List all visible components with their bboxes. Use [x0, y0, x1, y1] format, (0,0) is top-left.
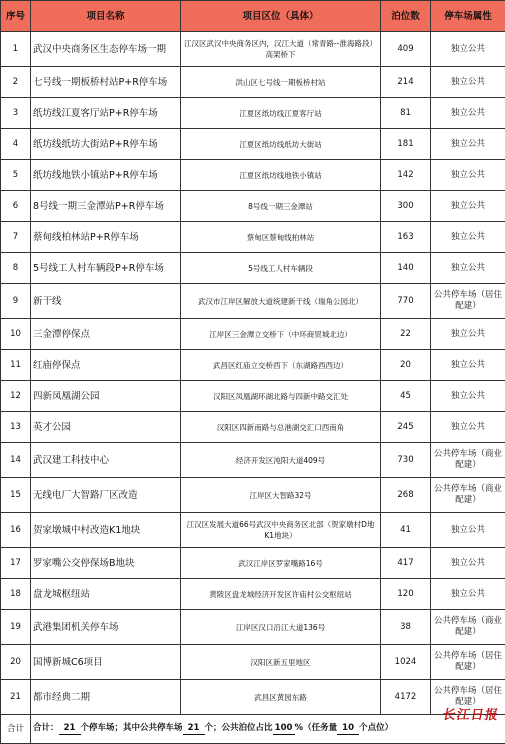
row-no: 15	[1, 478, 31, 513]
summary-row	[1, 715, 505, 744]
row-attr: 公共停车场（商业配建）	[431, 443, 505, 478]
table-row	[1, 98, 505, 129]
row-location: 黄陂区盘龙城经济开发区许庙村公交枢纽站	[181, 579, 381, 610]
summary-mid1: 个停车场；其中公共停车场	[81, 723, 183, 733]
row-no: 9	[1, 284, 31, 319]
table-row	[1, 412, 505, 443]
row-name: 新干线	[31, 284, 181, 319]
table-row	[1, 381, 505, 412]
table-row	[1, 253, 505, 284]
row-attr: 独立公共	[431, 579, 505, 610]
row-attr: 独立公共	[431, 98, 505, 129]
row-attr: 独立公共	[431, 160, 505, 191]
table-row	[1, 284, 505, 319]
table-row	[1, 319, 505, 350]
row-location: 经济开发区沌阳大道409号	[181, 443, 381, 478]
row-count: 142	[381, 160, 431, 191]
row-name: 纸坊线江夏客厅站P+R停车场	[31, 98, 181, 129]
table-row	[1, 610, 505, 645]
row-name: 8号线一期三金潭站P+R停车场	[31, 191, 181, 222]
table-row	[1, 443, 505, 478]
row-count: 1024	[381, 645, 431, 680]
row-attr: 独立公共	[431, 67, 505, 98]
row-attr: 独立公共	[431, 222, 505, 253]
table-row	[1, 160, 505, 191]
row-count: 22	[381, 319, 431, 350]
table-row	[1, 680, 505, 715]
row-location: 江岸区汉口沿江大道136号	[181, 610, 381, 645]
row-name: 都市经典二期	[31, 680, 181, 715]
row-attr: 独立公共	[431, 513, 505, 548]
row-no: 1	[1, 32, 31, 67]
row-no: 2	[1, 67, 31, 98]
table-row	[1, 222, 505, 253]
row-no: 7	[1, 222, 31, 253]
row-name: 武港集团机关停车场	[31, 610, 181, 645]
summary-total-lots: 21	[59, 723, 81, 735]
row-name: 国博新城C6项目	[31, 645, 181, 680]
row-name: 盘龙城枢纽站	[31, 579, 181, 610]
row-count: 41	[381, 513, 431, 548]
row-no: 13	[1, 412, 31, 443]
row-no: 5	[1, 160, 31, 191]
newspaper-logo: 长江日报	[441, 704, 500, 723]
row-count: 140	[381, 253, 431, 284]
row-no: 11	[1, 350, 31, 381]
row-name: 四新凤凰湖公园	[31, 381, 181, 412]
row-attr: 公共停车场（商业配建）	[431, 478, 505, 513]
row-no: 21	[1, 680, 31, 715]
row-attr: 独立公共	[431, 253, 505, 284]
row-name: 无线电厂大智路厂区改造	[31, 478, 181, 513]
row-location: 江夏区纸坊线地铁小镇站	[181, 160, 381, 191]
row-location: 江汉区发展大道66号武汉中央商务区北部（贺家墩村D地K1地块）	[181, 513, 381, 548]
row-attr: 公共停车场（商业配建）	[431, 610, 505, 645]
row-count: 770	[381, 284, 431, 319]
row-attr: 独立公共	[431, 32, 505, 67]
summary-public-lots: 21	[183, 723, 205, 735]
row-attr: 公共停车场（居住配建）	[431, 680, 505, 715]
table-row	[1, 478, 505, 513]
row-attr: 独立公共	[431, 319, 505, 350]
row-count: 20	[381, 350, 431, 381]
row-name: 三金潭停保点	[31, 319, 181, 350]
table-row	[1, 548, 505, 579]
header-name: 项目名称	[31, 1, 181, 32]
table-row	[1, 67, 505, 98]
row-no: 8	[1, 253, 31, 284]
row-location: 8号线一期三金潭站	[181, 191, 381, 222]
row-count: 214	[381, 67, 431, 98]
table-row	[1, 32, 505, 67]
row-no: 10	[1, 319, 31, 350]
row-count: 268	[381, 478, 431, 513]
table-row	[1, 645, 505, 680]
summary-text	[31, 715, 505, 744]
row-no: 17	[1, 548, 31, 579]
header-attr: 停车场属性	[431, 1, 505, 32]
summary-label: 合计	[1, 715, 31, 744]
row-name: 武汉建工科技中心	[31, 443, 181, 478]
row-count: 45	[381, 381, 431, 412]
row-name: 贺家墩城中村改造K1地块	[31, 513, 181, 548]
row-location: 武昌区红庙立交桥西下（东湖路西西边）	[181, 350, 381, 381]
row-location: 5号线工人村车辆段	[181, 253, 381, 284]
row-no: 19	[1, 610, 31, 645]
table-row	[1, 129, 505, 160]
row-count: 409	[381, 32, 431, 67]
header-count: 泊位数	[381, 1, 431, 32]
row-count: 81	[381, 98, 431, 129]
row-location: 江岸区大智路32号	[181, 478, 381, 513]
row-count: 181	[381, 129, 431, 160]
row-no: 20	[1, 645, 31, 680]
row-no: 18	[1, 579, 31, 610]
row-location: 江岸区三金潭立交桥下（中环商贸城北边）	[181, 319, 381, 350]
row-name: 蔡甸线柏林站P+R停车场	[31, 222, 181, 253]
row-no: 4	[1, 129, 31, 160]
header-location: 项目区位（具体）	[181, 1, 381, 32]
summary-mid2: 个；公共泊位占比	[205, 723, 273, 733]
row-location: 武昌区黄园东路	[181, 680, 381, 715]
summary-suffix: 个点位）	[359, 723, 393, 733]
table-row	[1, 513, 505, 548]
row-no: 16	[1, 513, 31, 548]
row-location: 江夏区纸坊线纸坊大街站	[181, 129, 381, 160]
header-row	[1, 1, 505, 32]
row-location: 汉阳区凤凰湖环湖北路与四新中路交汇处	[181, 381, 381, 412]
table-row	[1, 191, 505, 222]
row-name: 纸坊线地铁小镇站P+R停车场	[31, 160, 181, 191]
row-count: 4172	[381, 680, 431, 715]
row-count: 730	[381, 443, 431, 478]
row-name: 红庙停保点	[31, 350, 181, 381]
row-attr: 独立公共	[431, 129, 505, 160]
row-count: 38	[381, 610, 431, 645]
row-name: 罗家嘴公交停保场B地块	[31, 548, 181, 579]
row-no: 3	[1, 98, 31, 129]
row-attr: 独立公共	[431, 350, 505, 381]
row-no: 12	[1, 381, 31, 412]
row-name: 七号线一期板桥村站P+R停车场	[31, 67, 181, 98]
row-no: 6	[1, 191, 31, 222]
row-attr: 独立公共	[431, 381, 505, 412]
row-location: 武汉市江岸区解放大道统建新干线（瑞角公园北）	[181, 284, 381, 319]
row-count: 163	[381, 222, 431, 253]
row-count: 120	[381, 579, 431, 610]
table-row	[1, 350, 505, 381]
table-row	[1, 579, 505, 610]
summary-prefix: 合计：	[33, 723, 59, 733]
row-count: 245	[381, 412, 431, 443]
row-attr: 公共停车场（居住配建）	[431, 645, 505, 680]
row-name: 英才公园	[31, 412, 181, 443]
row-attr: 独立公共	[431, 412, 505, 443]
summary-task: 10	[337, 723, 359, 735]
row-location: 江汉区武汉中央商务区内，汉江大道（常青路--淮海路段）高架桥下	[181, 32, 381, 67]
row-location: 武汉江岸区罗家嘴路16号	[181, 548, 381, 579]
row-location: 蔡甸区蔡甸线柏林站	[181, 222, 381, 253]
row-attr: 公共停车场（居住配建）	[431, 284, 505, 319]
row-location: 汉阳区新五里地区	[181, 645, 381, 680]
row-attr: 独立公共	[431, 548, 505, 579]
row-count: 300	[381, 191, 431, 222]
row-no: 14	[1, 443, 31, 478]
row-name: 纸坊线纸坊大街站P+R停车场	[31, 129, 181, 160]
summary-mid3: %（任务量	[295, 723, 338, 733]
row-location: 江夏区纸坊线江夏客厅站	[181, 98, 381, 129]
summary-ratio: 100	[273, 723, 295, 735]
row-count: 417	[381, 548, 431, 579]
row-name: 武汉中央商务区生态停车场一期	[31, 32, 181, 67]
row-location: 洪山区七号线一期板桥村站	[181, 67, 381, 98]
header-no: 序号	[1, 1, 31, 32]
row-name: 5号线工人村车辆段P+R停车场	[31, 253, 181, 284]
row-attr: 独立公共	[431, 191, 505, 222]
row-location: 汉阳区四新南路与总港湖交汇口西南角	[181, 412, 381, 443]
